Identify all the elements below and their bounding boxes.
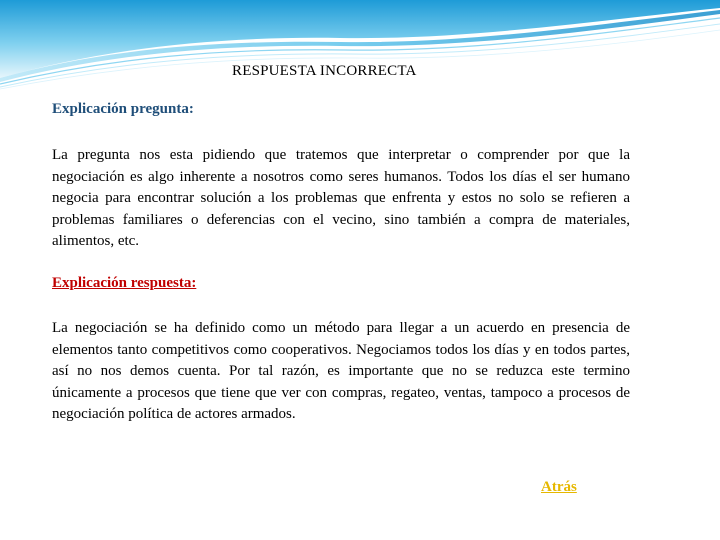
page-title: RESPUESTA INCORRECTA (232, 63, 417, 79)
question-explanation-text: La pregunta nos esta pidiendo que tratemos que interpretar o comprender por que la negociación es algo inherente a nosotros como seres humanos. Todos los días el ser humano negocia para encontrar solución a los problemas que enfrenta y estos no solo se refieren a problemas familiares o deferencias con el vecino, sino también a compra de materiales, alimentos, etc. (52, 147, 630, 249)
question-explanation-heading: Explicación pregunta: (52, 101, 194, 117)
answer-explanation-heading: Explicación respuesta: (52, 275, 197, 291)
back-link[interactable]: Atrás (541, 479, 577, 495)
answer-explanation-text: La negociación se ha definido como un método para llegar a un acuerdo en presencia de elementos tanto competitivos como cooperativos. Negociamos todos los días y en todos partes, así no nos demos cuenta. Por tal razón, es importante que no se reduzca este termino únicamente a procesos que tiene que ver con compras, regateo, ventas, tampoco a procesos de negociación política de actores armados. (52, 320, 630, 422)
